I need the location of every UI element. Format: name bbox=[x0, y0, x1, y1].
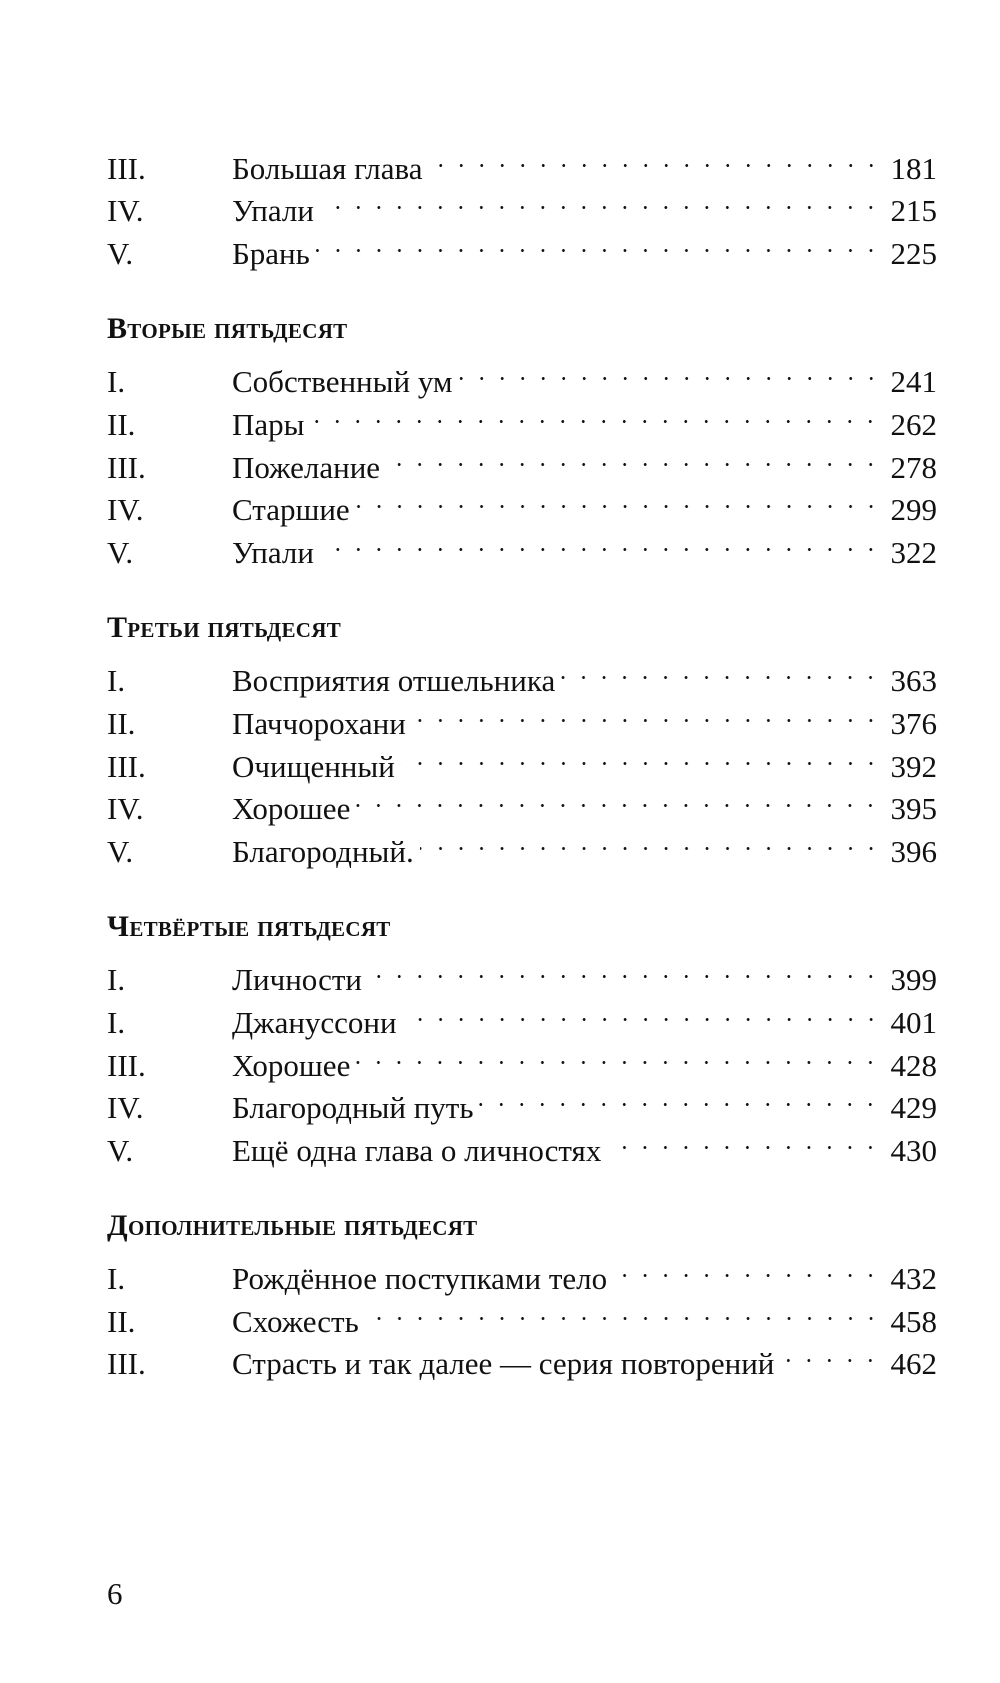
entry-title: Благородный. bbox=[232, 833, 414, 869]
entry-title: Брань bbox=[232, 235, 310, 271]
dot-leader bbox=[368, 948, 881, 991]
dot-leader bbox=[412, 691, 881, 734]
entry-title: Благородный путь bbox=[232, 1090, 474, 1126]
toc-section bbox=[107, 308, 937, 570]
entry-page: 363 bbox=[890, 663, 937, 699]
entry-page: 299 bbox=[890, 492, 937, 528]
entry-title: Пары bbox=[232, 406, 305, 442]
section-heading: Третьи пятьдесят bbox=[107, 610, 342, 644]
section-heading: Вторые пятьдесят bbox=[107, 311, 348, 345]
entry-number: I. bbox=[107, 962, 126, 998]
page-number: 6 bbox=[107, 1576, 123, 1611]
entry-title: Собственный ум bbox=[232, 364, 453, 400]
entry-page: 401 bbox=[890, 1004, 937, 1040]
entry-page: 396 bbox=[890, 833, 937, 869]
dot-leader bbox=[459, 350, 881, 393]
entry-page: 430 bbox=[890, 1132, 937, 1168]
toc-section bbox=[107, 607, 937, 869]
entry-title: Схожесть bbox=[232, 1303, 359, 1339]
entry-title: Пожелание bbox=[232, 449, 381, 485]
toc-section bbox=[107, 906, 937, 1168]
entry-number: I. bbox=[107, 663, 126, 699]
toc-section bbox=[107, 1205, 937, 1382]
dot-leader bbox=[780, 1332, 881, 1375]
dot-leader bbox=[401, 734, 881, 777]
entry-page: 395 bbox=[890, 791, 937, 827]
entry-number: III. bbox=[107, 1047, 146, 1083]
entry-number: III. bbox=[107, 449, 146, 485]
dot-leader bbox=[607, 1118, 881, 1161]
entry-page: 392 bbox=[890, 748, 937, 784]
entry-number: IV. bbox=[107, 791, 144, 827]
entry-title: Очищенный bbox=[232, 748, 395, 784]
table-of-contents bbox=[107, 136, 937, 1382]
dot-leader bbox=[356, 777, 881, 820]
entry-page: 458 bbox=[890, 1303, 937, 1339]
section-heading: Дополнительные пятьдесят bbox=[107, 1208, 478, 1242]
entry-title: Старшие bbox=[232, 492, 350, 528]
entry-number: I. bbox=[107, 1004, 126, 1040]
entry-number: IV. bbox=[107, 193, 144, 229]
entry-number: I. bbox=[107, 1261, 126, 1297]
entry-number: V. bbox=[107, 1132, 134, 1168]
entry-number: V. bbox=[107, 534, 134, 570]
entry-number: III. bbox=[107, 748, 146, 784]
entry-number: II. bbox=[107, 705, 136, 741]
toc-entry bbox=[107, 136, 937, 186]
dot-leader bbox=[613, 1247, 881, 1290]
dot-leader bbox=[561, 649, 881, 692]
entry-page: 399 bbox=[890, 962, 937, 998]
entry-title: Упали bbox=[232, 193, 314, 229]
entry-number: II. bbox=[107, 1303, 136, 1339]
entry-page: 278 bbox=[890, 449, 937, 485]
entry-number: III. bbox=[107, 1346, 146, 1382]
entry-title: Ещё одна глава о личностях bbox=[232, 1132, 602, 1168]
section-heading: Четвёртые пятьдесят bbox=[107, 909, 391, 943]
entry-title: Хорошее bbox=[232, 1047, 351, 1083]
entry-number: IV. bbox=[107, 1090, 144, 1126]
entry-title: Джануссони bbox=[232, 1004, 397, 1040]
dot-leader bbox=[320, 179, 881, 222]
dot-leader bbox=[403, 990, 881, 1033]
entry-title: Паччорохани bbox=[232, 705, 406, 741]
entry-title: Страсть и так далее — серия повторений bbox=[232, 1346, 775, 1382]
toc-entry bbox=[107, 350, 937, 400]
dot-leader bbox=[356, 478, 881, 521]
entry-number: I. bbox=[107, 364, 126, 400]
entry-page: 429 bbox=[890, 1090, 937, 1126]
entry-number: III. bbox=[107, 150, 146, 186]
toc-entry bbox=[107, 649, 937, 699]
entry-page: 241 bbox=[890, 364, 937, 400]
toc-lead-entries bbox=[107, 136, 937, 271]
entry-title: Рождённое поступками тело bbox=[232, 1261, 608, 1297]
entry-page: 215 bbox=[890, 193, 937, 229]
entry-page: 462 bbox=[890, 1346, 937, 1382]
entry-page: 225 bbox=[890, 235, 937, 271]
dot-leader bbox=[316, 221, 881, 264]
entry-page: 322 bbox=[890, 534, 937, 570]
entry-page: 376 bbox=[890, 705, 937, 741]
entry-title: Личности bbox=[232, 962, 362, 998]
dot-leader bbox=[429, 136, 882, 179]
entry-page: 428 bbox=[890, 1047, 937, 1083]
dot-leader bbox=[356, 1033, 881, 1076]
entry-title: Упали bbox=[232, 534, 314, 570]
toc-entry bbox=[107, 948, 937, 998]
dot-leader bbox=[310, 392, 881, 435]
entry-title: Восприятия отшельника bbox=[232, 663, 556, 699]
toc-entry bbox=[107, 1247, 937, 1297]
entry-number: II. bbox=[107, 406, 136, 442]
entry-number: V. bbox=[107, 235, 134, 271]
entry-page: 262 bbox=[890, 406, 937, 442]
dot-leader bbox=[420, 819, 881, 862]
entry-page: 432 bbox=[890, 1261, 937, 1297]
dot-leader bbox=[386, 435, 881, 478]
entry-page: 181 bbox=[890, 150, 937, 186]
entry-title: Большая глава bbox=[232, 150, 423, 186]
entry-title: Хорошее bbox=[232, 791, 351, 827]
entry-number: V. bbox=[107, 833, 134, 869]
dot-leader bbox=[479, 1076, 881, 1119]
dot-leader bbox=[365, 1289, 881, 1332]
entry-number: IV. bbox=[107, 492, 144, 528]
dot-leader bbox=[320, 520, 881, 563]
